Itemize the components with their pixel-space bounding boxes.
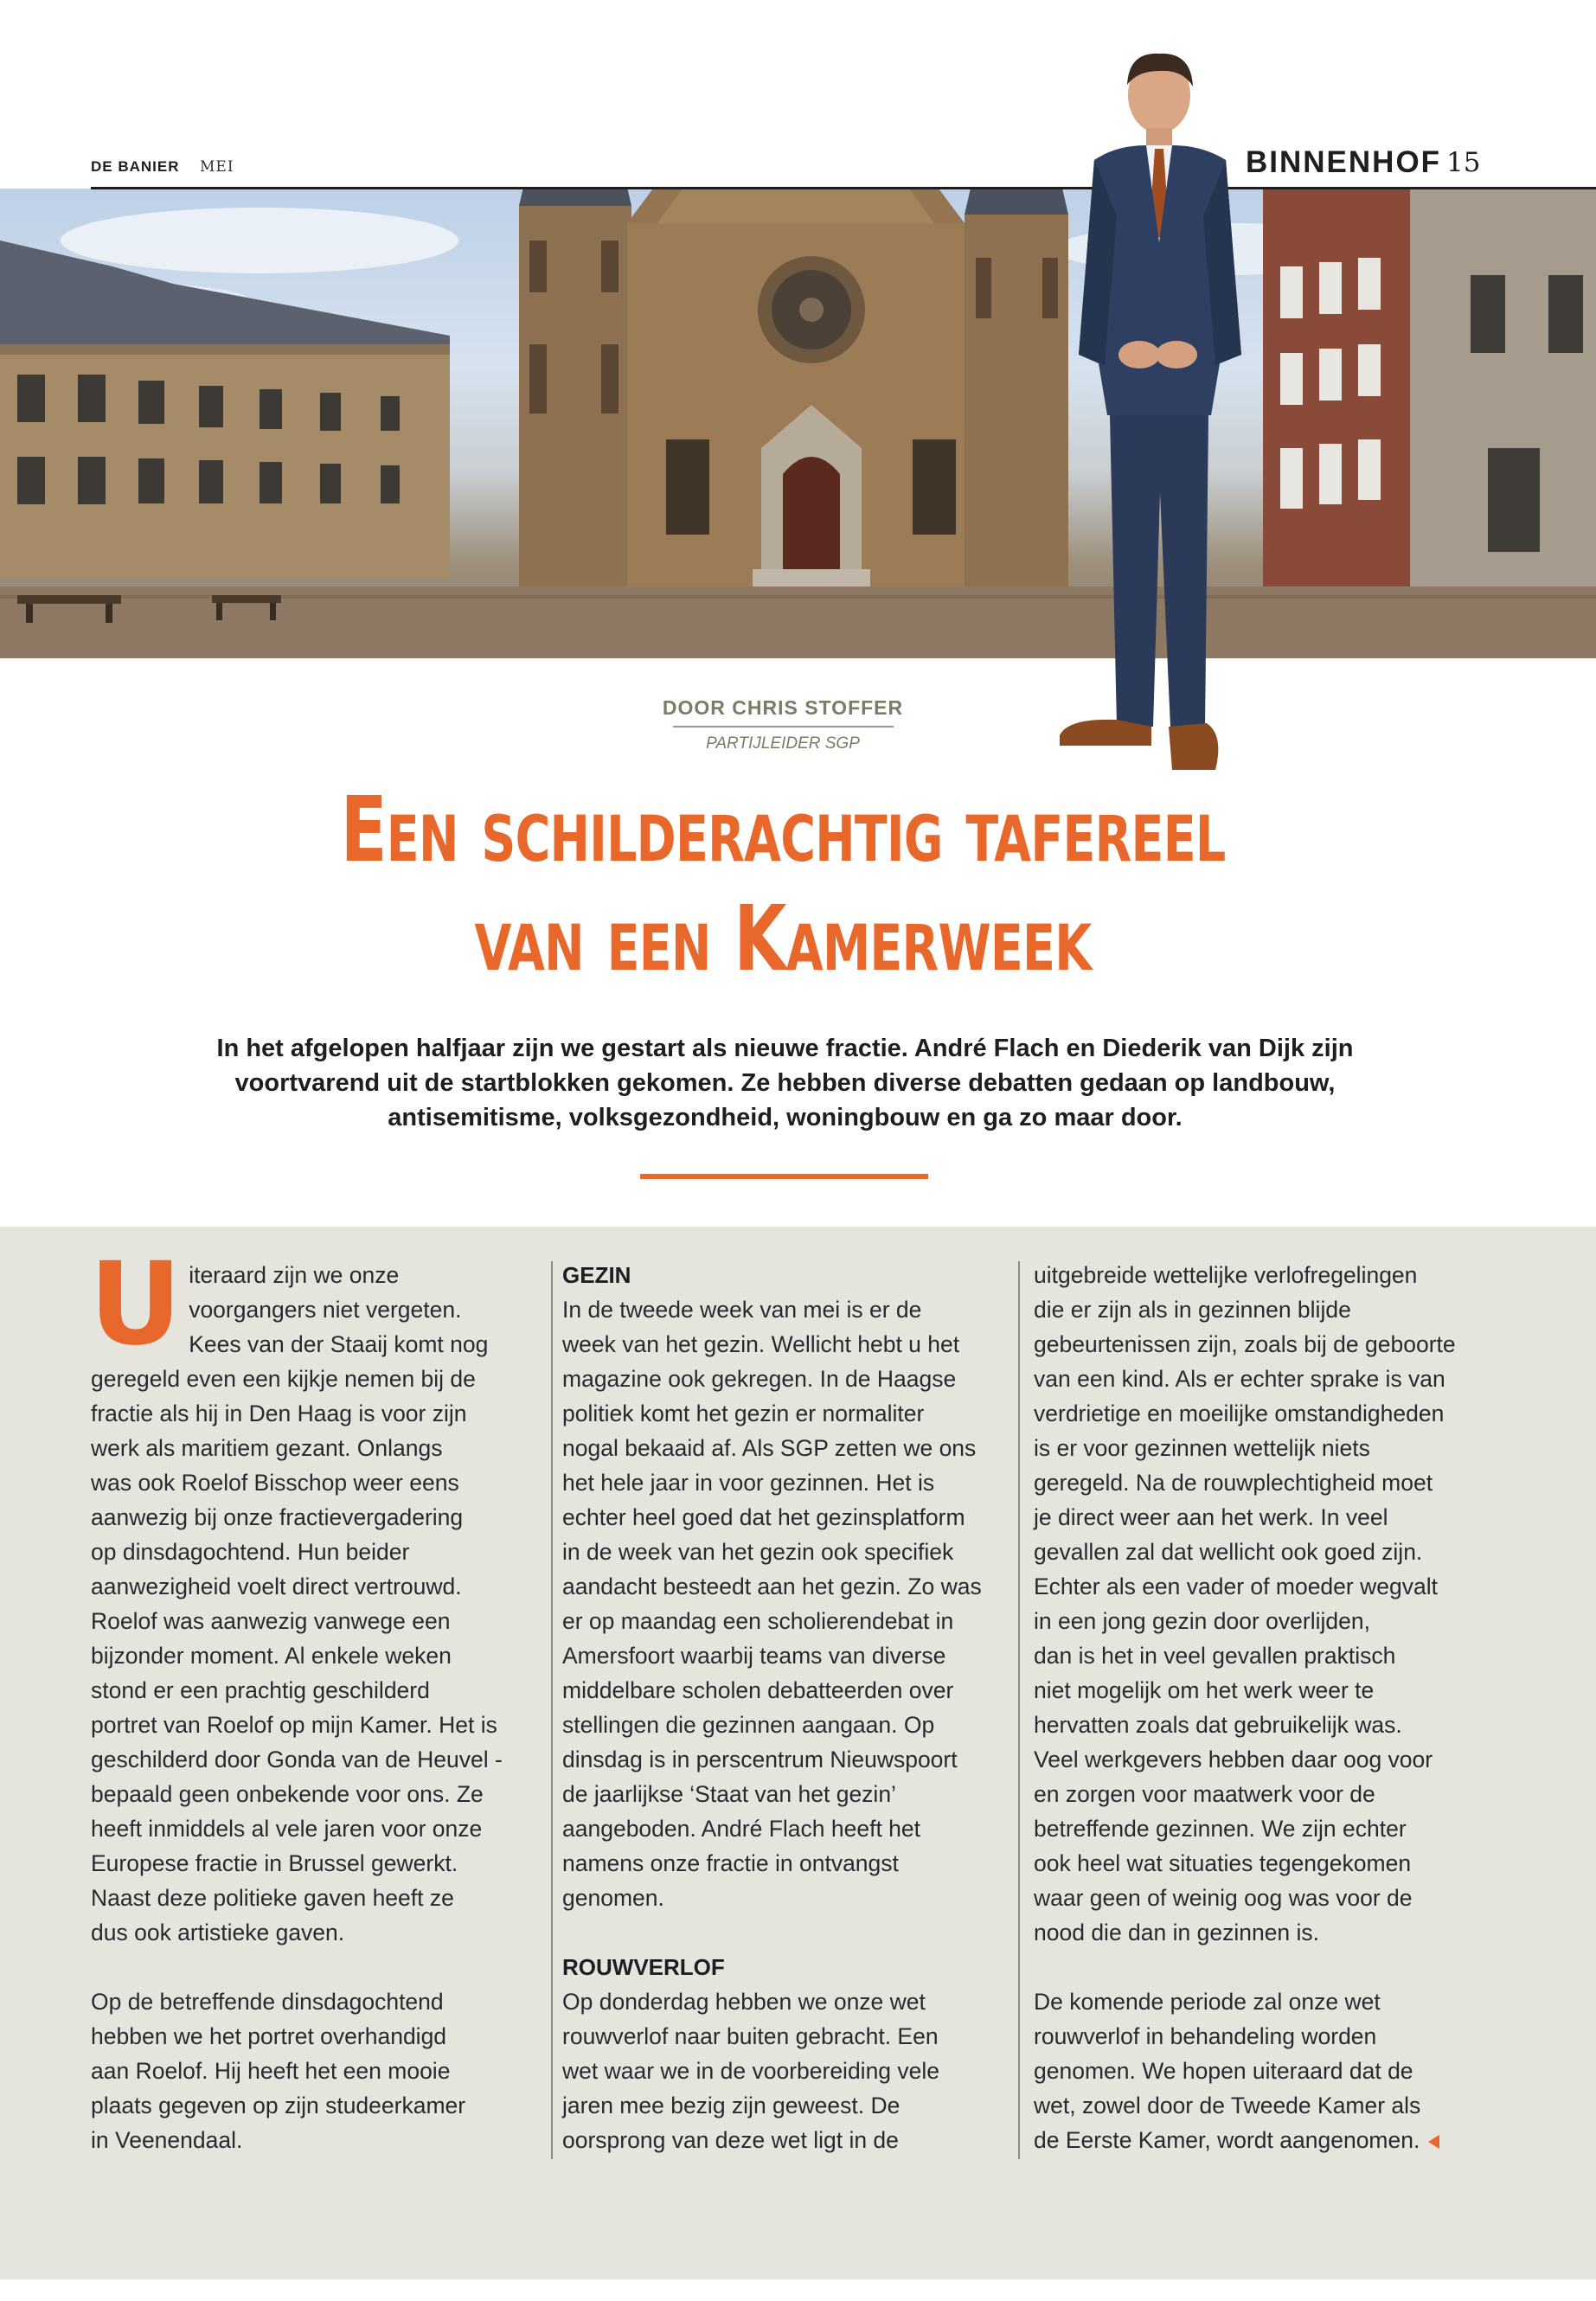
col2-line: In de tweede week van mei is er de [562, 1297, 922, 1323]
col1-line: hebben we het portret overhandigd [91, 2023, 447, 2049]
col3-line: is er voor gezinnen wettelijk niets [1034, 1435, 1370, 1461]
col1-line: fractie als hij in Den Haag is voor zijn [91, 1400, 467, 1426]
col1-line: Kees van der Staaij komt nog [189, 1331, 489, 1357]
col2-line: de jaarlijkse ‘Staat van het gezin’ [562, 1781, 896, 1807]
col3-line: die er zijn als in gezinnen blijde [1034, 1297, 1351, 1323]
col3-line: je direct weer aan het werk. In veel [1034, 1504, 1388, 1530]
col2-line: aangeboden. André Flach heeft het [562, 1816, 921, 1842]
issue-month: MEI [200, 158, 234, 176]
col1-line: aanwezig bij onze fractievergadering [91, 1504, 464, 1530]
col2-line: in de week van het gezin ook specifiek [562, 1539, 954, 1565]
col2-line: Amersfoort waarbij teams van diverse [562, 1643, 946, 1669]
header-rule [91, 187, 1596, 189]
col3-line: genomen. We hopen uiteraard dat de [1034, 2058, 1413, 2084]
col1-line: heeft inmiddels al vele jaren voor onze [91, 1816, 483, 1842]
col3-line: ook heel wat situaties tegengekomen [1034, 1850, 1412, 1876]
col3-line: betreffende gezinnen. We zijn echter [1034, 1816, 1407, 1842]
col2-line: genomen. [562, 1885, 664, 1911]
col3-last-line: de Eerste Kamer, wordt aangenomen. [1034, 2127, 1420, 2153]
title-line-1: Een schilderachtig tafereel [340, 777, 1226, 882]
drop-cap: U [89, 1238, 183, 1371]
col1-line: iteraard zijn we onze [189, 1262, 400, 1288]
col2-line: stellingen die gezinnen aangaan. Op [562, 1712, 935, 1738]
col2-line: middelbare scholen debatteerden over [562, 1677, 954, 1703]
column-divider-2 [1018, 1261, 1020, 2159]
col2-line: echter heel goed dat het gezinsplatform [562, 1504, 965, 1530]
col1-line: werk als maritiem gezant. Onlangs [91, 1435, 443, 1461]
col2-line: aandacht besteedt aan het gezin. Zo was [562, 1574, 982, 1599]
col3-line: hervatten zoals dat gebruikelijk was. [1034, 1712, 1402, 1738]
col3-line: in een jong gezin door overlijden, [1034, 1608, 1370, 1634]
col1-line: op dinsdagochtend. Hun beider [91, 1539, 410, 1565]
col1-line: plaats gegeven op zijn studeerkamer [91, 2093, 466, 2118]
col1-line: portret van Roelof op mijn Kamer. Het is [91, 1712, 497, 1738]
col3-line: rouwverlof in behandeling worden [1034, 2023, 1377, 2049]
author-portrait [1034, 43, 1285, 796]
article-lead: In het afgelopen halfjaar zijn we gestart als nieuwe fractie. André Flach en Diederik van Dijk zijn voortvarend uit de startblokken gekomen. Ze hebben diverse debatten gedaan op landbouw, antisemitisme, volksgezondheid, woningbouw en ga zo maar door. [216, 1035, 1354, 1131]
col3-line: verdrietige en moeilijke omstandigheden [1034, 1400, 1445, 1426]
col1-line: bepaald geen onbekende voor ons. Ze [91, 1781, 484, 1807]
col3-line: en zorgen voor maatwerk voor de [1034, 1781, 1375, 1807]
col3-line: waar geen of weinig oog was voor de [1034, 1885, 1413, 1911]
col3-line: gevallen zal dat wellicht ook goed zijn. [1034, 1539, 1423, 1565]
col2-line: nogal bekaaid af. Als SGP zetten we ons [562, 1435, 977, 1461]
col2-line: rouwverlof naar buiten gebracht. Een [562, 2023, 939, 2049]
binnenhof-illustration [0, 189, 1596, 658]
heading-gezin: GEZIN [562, 1262, 631, 1288]
col1-line: was ook Roelof Bisschop weer eens [91, 1470, 459, 1496]
col3-line: De komende periode zal onze wet [1034, 1989, 1381, 2015]
col1-line: bijzonder moment. Al enkele weken [91, 1643, 452, 1669]
col1-line: Op de betreffende dinsdagochtend [91, 1989, 444, 2015]
lead-divider [640, 1174, 928, 1179]
title-line-2: van een Kamerweek [474, 886, 1092, 991]
col3-line: Echter als een vader of moeder wegvalt [1034, 1574, 1438, 1599]
col1-line: in Veenendaal. [91, 2127, 243, 2153]
col2-line: politiek komt het gezin er normaliter [562, 1400, 925, 1426]
hero-photo-binnenhof [0, 189, 1596, 658]
col3-line: Veel werkgevers hebben daar oog voor [1034, 1747, 1433, 1772]
col2-line: magazine ook gekregen. In de Haagse [562, 1366, 957, 1392]
col1-line: aan Roelof. Hij heeft het een mooie [91, 2058, 451, 2084]
column-1 [89, 1238, 541, 2157]
col3-line: uitgebreide wettelijke verlofregelingen [1034, 1262, 1418, 1288]
column-3 [1034, 1258, 1501, 2157]
col2-line: het hele jaar in voor gezinnen. Het is [562, 1470, 935, 1496]
col2-line: oorsprong van deze wet ligt in de [562, 2127, 899, 2153]
col3-line: van een kind. Als er echter sprake is van [1034, 1366, 1445, 1392]
col3-line: niet mogelijk om het werk weer te [1034, 1677, 1375, 1703]
col2-line: Op donderdag hebben we onze wet [562, 1989, 926, 2015]
end-of-article-icon [1428, 2135, 1439, 2149]
col3-line: wet, zowel door de Tweede Kamer als [1034, 2093, 1421, 2118]
col1-line: Naast deze politieke gaven heeft ze [91, 1885, 454, 1911]
column-divider-1 [551, 1261, 553, 2159]
col3-line: gebeurtenissen zijn, zoals bij de geboorte [1034, 1331, 1456, 1357]
heading-rouwverlof: ROUWVERLOF [562, 1954, 725, 1980]
col2-line: dinsdag is in perscentrum Nieuwspoort [562, 1747, 958, 1772]
col3-line [1034, 2123, 1501, 2157]
page-number: 15 [1446, 147, 1481, 178]
col3-line: nood die dan in gezinnen is. [1034, 1920, 1320, 1945]
byline-divider [673, 726, 894, 727]
column-2 [562, 1258, 1012, 2157]
col1-line: aanwezigheid voelt direct vertrouwd. [91, 1574, 462, 1599]
col2-line: week van het gezin. Wellicht hebt u het [562, 1331, 960, 1357]
publication-name: DE BANIER [91, 158, 180, 175]
article-title [266, 775, 1298, 993]
col1-line: geregeld even een kijkje nemen bij de [91, 1366, 476, 1392]
col1-line: dus ook artistieke gaven. [91, 1920, 345, 1945]
byline-role: PARTIJLEIDER SGP [706, 734, 860, 753]
byline [606, 696, 960, 753]
col2-line: wet waar we in de voorbereiding vele [562, 2058, 940, 2084]
col1-line: Europese fractie in Brussel gewerkt. [91, 1850, 458, 1876]
section-title: BINNENHOF [1246, 145, 1442, 179]
col1-line: voorgangers niet vergeten. [189, 1297, 462, 1323]
col2-line: jaren mee bezig zijn geweest. De [562, 2093, 901, 2118]
col1-line: geschilderd door Gonda van de Heuvel - [91, 1747, 503, 1772]
col2-line: er op maandag een scholierendebat in [562, 1608, 954, 1634]
col2-line: namens onze fractie in ontvangst [562, 1850, 899, 1876]
col1-line: stond er een prachtig geschilderd [91, 1677, 430, 1703]
col1-line: Roelof was aanwezig vanwege een [91, 1608, 451, 1634]
col3-line: dan is het in veel gevallen praktisch [1034, 1643, 1396, 1669]
col3-line: geregeld. Na de rouwplechtigheid moet [1034, 1470, 1433, 1496]
byline-author: DOOR CHRIS STOFFER [662, 696, 904, 719]
